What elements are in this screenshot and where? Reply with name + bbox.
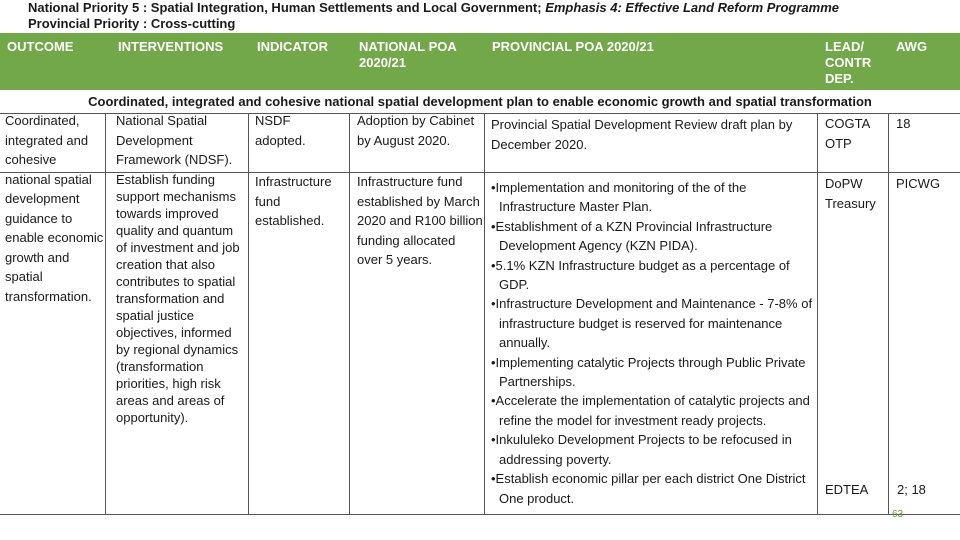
table-bottom-border bbox=[0, 514, 960, 515]
column-divider bbox=[105, 113, 106, 514]
list-item: •Inkululeko Development Projects to be refocused in addressing poverty. bbox=[491, 432, 792, 467]
header-national-poa: NATIONAL POA 2020/21 bbox=[359, 39, 457, 70]
row1-provincial-poa: Provincial Spatial Development Review draft plan by December 2020. bbox=[491, 117, 793, 152]
column-divider bbox=[484, 113, 485, 514]
row2-lead-secondary: EDTEA bbox=[825, 482, 869, 497]
list-item: •Infrastructure Development and Maintenance - 7-8% of infrastructure budget is reserved for maintenance annually. bbox=[491, 296, 813, 351]
outcome-text: Coordinated, integrated and cohesive national spatial development guidance to enable economic growth and spatial transformation. bbox=[5, 113, 104, 304]
header-interventions: INTERVENTIONS bbox=[118, 39, 224, 54]
row2-lead: DoPW Treasury bbox=[825, 176, 876, 211]
list-item: •5.1% KZN Infrastructure budget as a percentage of GDP. bbox=[491, 257, 790, 293]
table-header bbox=[0, 33, 960, 90]
header-lead: LEAD/ CONTR DEP. bbox=[825, 39, 872, 86]
section-heading: Coordinated, integrated and cohesive national spatial development plan to enable economic growth and spatial transformation bbox=[88, 94, 872, 109]
row1-intervention: National Spatial Development Framework (NDSF). bbox=[116, 113, 233, 167]
column-divider bbox=[888, 113, 889, 514]
column-divider bbox=[248, 113, 249, 514]
row1-national-poa: Adoption by Cabinet by August 2020. bbox=[357, 113, 475, 148]
row2-awg: PICWG bbox=[896, 176, 941, 191]
list-item: •Establishment of a KZN Provincial Infrastructure Development Agency (KZN PIDA). bbox=[491, 218, 773, 254]
slide-subtitle: Provincial Priority : Cross-cutting bbox=[28, 16, 236, 31]
row1-awg: 18 bbox=[896, 116, 911, 131]
header-outcome: OUTCOME bbox=[7, 39, 74, 54]
page-number: 63 bbox=[892, 509, 904, 520]
header-provincial-poa: PROVINCIAL POA 2020/21 bbox=[492, 39, 654, 54]
header-awg: AWG bbox=[896, 39, 928, 54]
title-main: National Priority 5 : Spatial Integration, Human Settlements and Local Government; bbox=[28, 0, 546, 15]
row1-lead: COGTA OTP bbox=[825, 116, 870, 151]
header-indicator: INDICATOR bbox=[257, 39, 329, 54]
row2-national-poa: Infrastructure fund established by March 2020 and R100 billion funding allocated over 5 years. bbox=[357, 174, 483, 267]
column-divider bbox=[349, 113, 350, 514]
row2-indicator: Infrastructure fund established. bbox=[255, 174, 332, 228]
list-item: •Establish economic pillar per each district One District One product. bbox=[491, 471, 806, 506]
slide-title bbox=[28, 0, 839, 15]
title-emphasis: Emphasis 4: Effective Land Reform Programme bbox=[545, 0, 839, 15]
list-item: •Accelerate the implementation of catalytic projects and refine the model for investment ready projects. bbox=[491, 393, 810, 428]
list-item: •Implementation and monitoring of the of the Infrastructure Master Plan. bbox=[491, 180, 747, 215]
row2-awg-secondary: 2; 18 bbox=[897, 482, 926, 497]
row1-indicator: NSDF adopted. bbox=[255, 113, 306, 148]
row2-provincial-list bbox=[491, 178, 821, 508]
list-item: •Implementing catalytic Projects through Public Private Partnerships. bbox=[491, 354, 806, 390]
row2-intervention: Establish funding support mechanisms towards improved quality and quantum of investment and job creation that also contributes to spatial transformation and spatial justice objectives, informed by regional dynamics (transformation priorities, high risk areas and areas of opportunity). bbox=[116, 172, 240, 425]
